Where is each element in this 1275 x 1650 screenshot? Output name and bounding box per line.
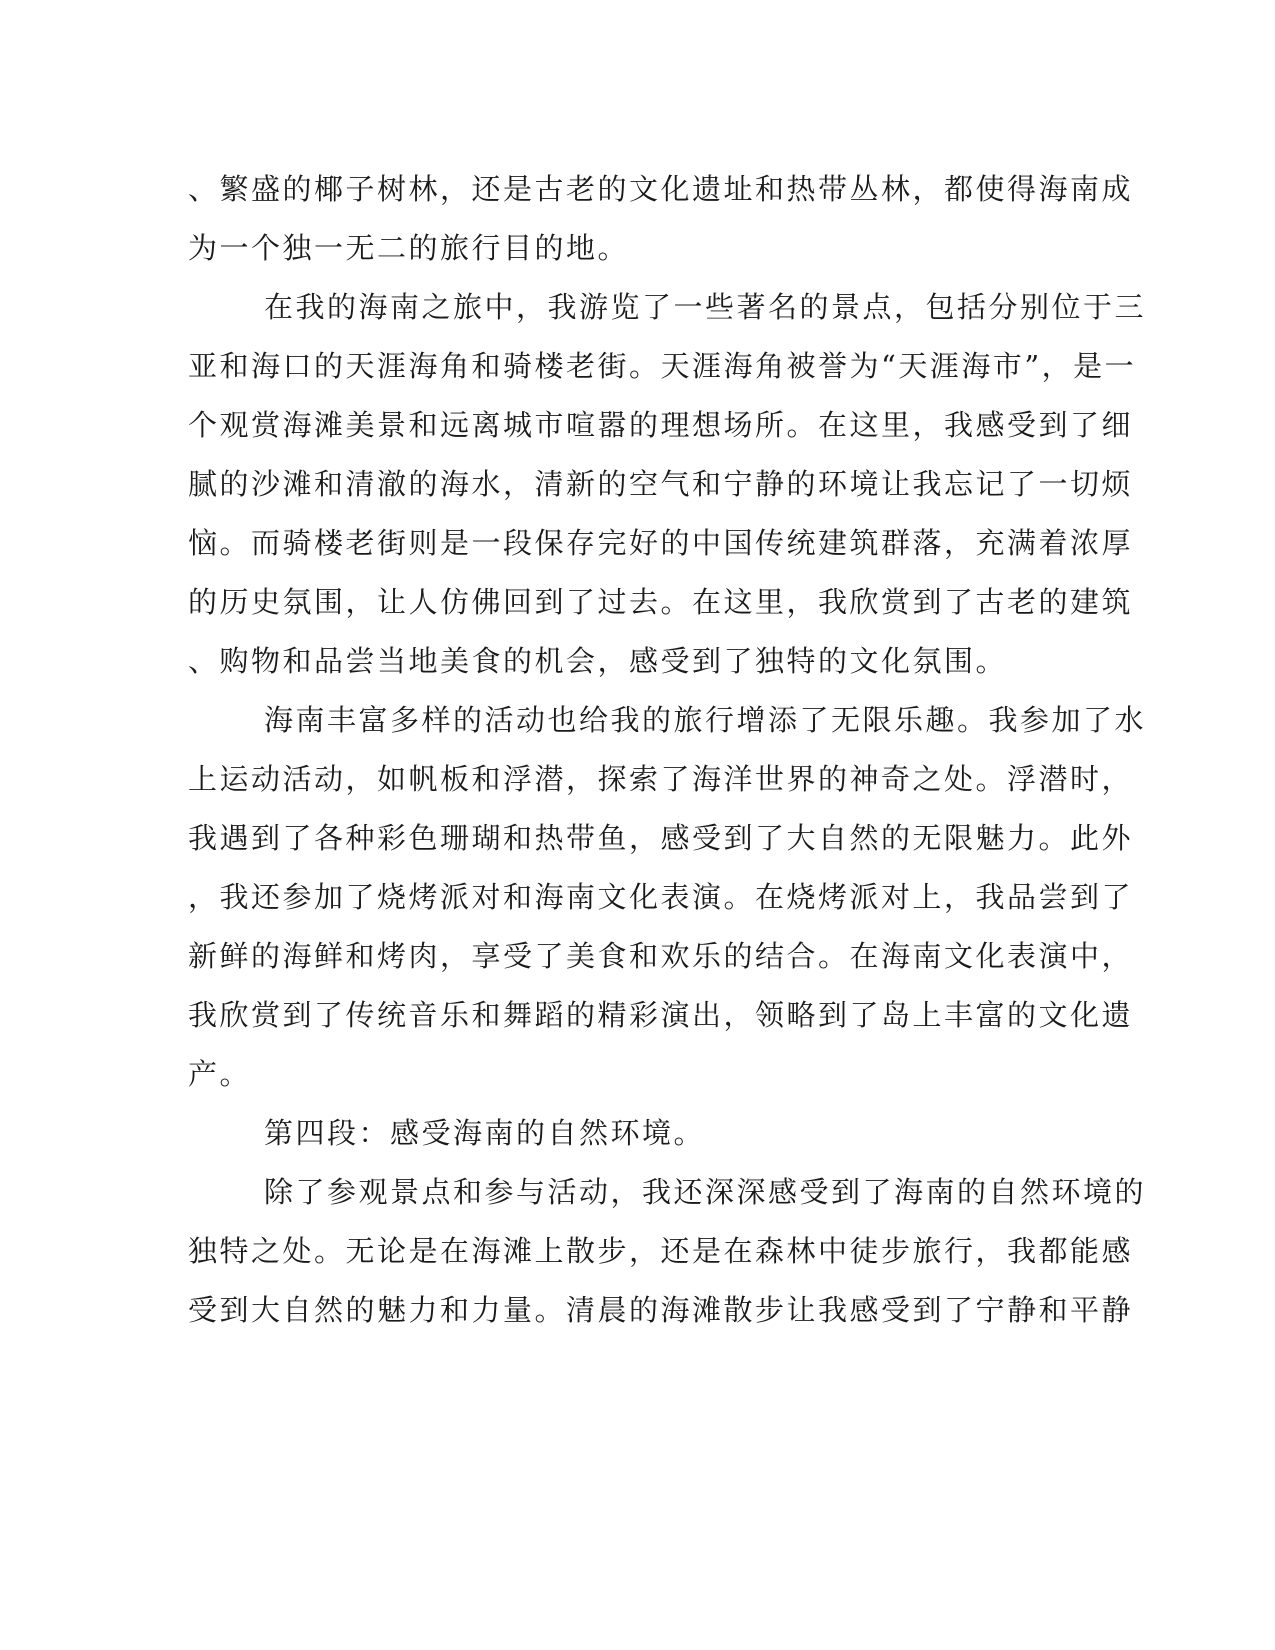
body-text <box>188 160 1147 1340</box>
text-line: 独特之处。无论是在海滩上散步，还是在森林中徒步旅行，我都能感 <box>188 1234 1134 1268</box>
text-line: 为一个独一无二的旅行目的地。 <box>188 231 630 265</box>
text-line: 我欣赏到了传统音乐和舞蹈的精彩演出，领略到了岛上丰富的文化遗 <box>188 998 1134 1032</box>
text-line: 亚和海口的天涯海角和骑楼老街。天涯海角被誉为“天涯海市”，是一 <box>188 349 1137 383</box>
section-heading: 第四段：感受海南的自然环境。 <box>264 1116 706 1150</box>
paragraph-start-line: 除了参观景点和参与活动，我还深深感受到了海南的自然环境的 <box>264 1175 1147 1209</box>
text-line: 上运动活动，如帆板和浮潜，探索了海洋世界的神奇之处。浮潜时， <box>188 762 1134 796</box>
text-line: ，我还参加了烧烤派对和海南文化表演。在烧烤派对上，我品尝到了 <box>188 880 1134 914</box>
text-line: 个观赏海滩美景和远离城市喧嚣的理想场所。在这里，我感受到了细 <box>188 408 1134 442</box>
text-line: 受到大自然的魅力和力量。清晨的海滩散步让我感受到了宁静和平静 <box>188 1293 1134 1327</box>
text-line: 产。 <box>188 1057 252 1091</box>
text-line: 恼。而骑楼老街则是一段保存完好的中国传统建筑群落，充满着浓厚 <box>188 526 1134 560</box>
text-line: 、繁盛的椰子树林，还是古老的文化遗址和热带丛林，都使得海南成 <box>188 172 1134 206</box>
text-line: 腻的沙滩和清澈的海水，清新的空气和宁静的环境让我忘记了一切烦 <box>188 467 1134 501</box>
text-line: 新鲜的海鲜和烤肉，享受了美食和欢乐的结合。在海南文化表演中， <box>188 939 1134 973</box>
paragraph-start-line: 海南丰富多样的活动也给我的旅行增添了无限乐趣。我参加了水 <box>264 703 1147 737</box>
text-line: 我遇到了各种彩色珊瑚和热带鱼，感受到了大自然的无限魅力。此外 <box>188 821 1134 855</box>
paragraph-start-line: 在我的海南之旅中，我游览了一些著名的景点，包括分别位于三 <box>264 290 1147 324</box>
text-line: 、购物和品尝当地美食的机会，感受到了独特的文化氛围。 <box>188 644 1008 678</box>
text-line: 的历史氛围，让人仿佛回到了过去。在这里，我欣赏到了古老的建筑 <box>188 585 1134 619</box>
